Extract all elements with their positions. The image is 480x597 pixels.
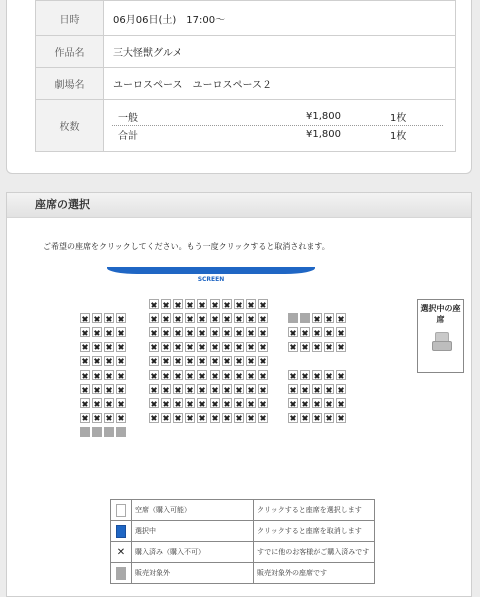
total-price: ¥1,800 (306, 129, 341, 140)
sold-seat (161, 342, 171, 352)
sold-seat (197, 384, 207, 394)
sold-seat (92, 413, 102, 423)
sold-seat (116, 413, 126, 423)
sold-seat (80, 413, 90, 423)
unavailable-seat (288, 313, 298, 323)
sold-seat (312, 384, 322, 394)
seat-section-header: 座席の選択 (7, 193, 471, 218)
sold-seat (300, 398, 310, 408)
sold-seat (185, 299, 195, 309)
sold-seat (197, 327, 207, 337)
sold-seat (336, 327, 346, 337)
sold-seat (161, 327, 171, 337)
sold-seat (336, 384, 346, 394)
total-qty: 1枚 (390, 131, 407, 142)
sold-seat (197, 342, 207, 352)
count-cell (104, 100, 456, 152)
sold-seat (222, 342, 232, 352)
sold-seat (234, 413, 244, 423)
sold-seat (222, 313, 232, 323)
sold-seat (246, 342, 256, 352)
legend-desc: 販売対象外の座席です (254, 563, 375, 584)
sold-seat (173, 299, 183, 309)
sold-seat (210, 327, 220, 337)
sold-seat (116, 384, 126, 394)
sold-seat (300, 327, 310, 337)
sold-seat (246, 327, 256, 337)
sold-seat (104, 356, 114, 366)
sold-seat (258, 356, 268, 366)
sold-seat (312, 413, 322, 423)
sold-seat (173, 356, 183, 366)
sold-seat (258, 313, 268, 323)
sold-seat (161, 356, 171, 366)
sold-seat (149, 299, 159, 309)
unavailable-seat-swatch (111, 563, 132, 584)
sold-seat (161, 299, 171, 309)
sold-seat (312, 342, 322, 352)
sold-seat (246, 384, 256, 394)
sold-seat (173, 398, 183, 408)
sold-seat (312, 313, 322, 323)
legend-desc: クリックすると座席を選択します (254, 500, 375, 521)
sold-seat (324, 384, 334, 394)
sold-seat (185, 342, 195, 352)
sold-seat (288, 342, 298, 352)
legend-row-na (111, 563, 375, 584)
sold-seat (336, 370, 346, 380)
sold-seat (288, 370, 298, 380)
unavailable-seat (80, 427, 90, 437)
sold-seat (258, 342, 268, 352)
sold-seat (258, 413, 268, 423)
sold-seat (116, 327, 126, 337)
sold-seat (197, 370, 207, 380)
sold-seat (246, 356, 256, 366)
sold-seat (222, 299, 232, 309)
sold-seat (161, 384, 171, 394)
total-line (104, 126, 455, 143)
sold-seat (210, 356, 220, 366)
legend-name: 選択中 (132, 521, 254, 542)
sold-seat (80, 327, 90, 337)
sold-seat (246, 299, 256, 309)
sold-seat (104, 384, 114, 394)
sold-seat (149, 398, 159, 408)
sold-seat (300, 342, 310, 352)
sold-seat (234, 370, 244, 380)
sold-seat (104, 313, 114, 323)
sold-seat (234, 299, 244, 309)
sold-seat (104, 327, 114, 337)
sold-seat (324, 370, 334, 380)
sold-seat (324, 342, 334, 352)
sold-seat (234, 398, 244, 408)
sold-seat (116, 370, 126, 380)
sold-seat (173, 313, 183, 323)
ticket-qty: 1枚 (390, 113, 407, 124)
sold-seat (197, 398, 207, 408)
sold-seat (258, 370, 268, 380)
unavailable-seat (116, 427, 126, 437)
ticket-line (104, 108, 455, 125)
sold-seat (246, 413, 256, 423)
sold-seat (104, 398, 114, 408)
sold-seat (104, 342, 114, 352)
sold-seat (80, 398, 90, 408)
sold-seat (222, 384, 232, 394)
seat-selection-panel (6, 192, 472, 597)
sold-seat (149, 413, 159, 423)
sold-seat (185, 370, 195, 380)
sold-seat (149, 313, 159, 323)
unavailable-seat (92, 427, 102, 437)
sold-seat (210, 384, 220, 394)
sold-seat (185, 327, 195, 337)
unavailable-seat (104, 427, 114, 437)
sold-seat (116, 342, 126, 352)
sold-seat (336, 413, 346, 423)
sold-seat (185, 413, 195, 423)
legend-row-sold (111, 542, 375, 563)
sold-seat (210, 413, 220, 423)
sold-seat (288, 398, 298, 408)
sold-seat (300, 370, 310, 380)
legend-desc: クリックすると座席を取消します (254, 521, 375, 542)
seat-legend (110, 499, 375, 584)
legend-name: 販売対象外 (132, 563, 254, 584)
venue-label: 劇場名 (36, 68, 104, 100)
sold-seat (288, 384, 298, 394)
selected-seats-title: 選択中の座席 (420, 304, 461, 324)
sold-seat (336, 342, 346, 352)
legend-row-selected (111, 521, 375, 542)
count-label: 枚数 (36, 100, 104, 152)
sold-seat (149, 384, 159, 394)
sold-seat-icon: ✕ (111, 542, 132, 563)
sold-seat (80, 370, 90, 380)
sold-seat (312, 398, 322, 408)
sold-seat (161, 370, 171, 380)
sold-seat (234, 384, 244, 394)
sold-seat (173, 384, 183, 394)
sold-seat (185, 313, 195, 323)
title-value: 三大怪獣グルメ (104, 36, 456, 68)
sold-seat (234, 356, 244, 366)
screen-label: SCREEN (197, 276, 225, 283)
sold-seat (324, 398, 334, 408)
sold-seat (222, 413, 232, 423)
order-info-table (35, 0, 456, 152)
sold-seat (92, 313, 102, 323)
sold-seat (312, 327, 322, 337)
sold-seat (92, 342, 102, 352)
selected-seats-box (417, 299, 464, 373)
sold-seat (222, 398, 232, 408)
sold-seat (222, 370, 232, 380)
sold-seat (258, 384, 268, 394)
sold-seat (234, 313, 244, 323)
sold-seat (92, 398, 102, 408)
sold-seat (80, 313, 90, 323)
sold-seat (300, 413, 310, 423)
sold-seat (104, 413, 114, 423)
sold-seat (149, 342, 159, 352)
sold-seat (185, 384, 195, 394)
sold-seat (80, 342, 90, 352)
sold-seat (210, 299, 220, 309)
total-name: 合計 (118, 131, 138, 142)
sold-seat (258, 327, 268, 337)
sold-seat (161, 398, 171, 408)
sold-seat (173, 342, 183, 352)
date-label: 日時 (36, 1, 104, 36)
legend-desc: すでに他のお客様がご購入済みです (254, 542, 375, 563)
sold-seat (149, 327, 159, 337)
sold-seat (222, 327, 232, 337)
sold-seat (210, 342, 220, 352)
sold-seat (173, 413, 183, 423)
sold-seat (288, 327, 298, 337)
legend-name: 購入済み（購入不可） (132, 542, 254, 563)
sold-seat (92, 327, 102, 337)
sold-seat (116, 313, 126, 323)
sold-seat (161, 313, 171, 323)
sold-seat (324, 327, 334, 337)
sold-seat (173, 327, 183, 337)
sold-seat (288, 413, 298, 423)
sold-seat (324, 313, 334, 323)
sold-seat (197, 313, 207, 323)
order-summary-panel (6, 0, 472, 174)
sold-seat (258, 398, 268, 408)
sold-seat (92, 370, 102, 380)
sold-seat (104, 370, 114, 380)
sold-seat (336, 398, 346, 408)
sold-seat (173, 370, 183, 380)
sold-seat (80, 356, 90, 366)
sold-seat (149, 370, 159, 380)
sold-seat (300, 384, 310, 394)
sold-seat (197, 299, 207, 309)
sold-seat (92, 356, 102, 366)
sold-seat (246, 370, 256, 380)
unavailable-seat (300, 313, 310, 323)
sold-seat (210, 313, 220, 323)
sold-seat (116, 356, 126, 366)
ticket-name: 一般 (118, 113, 138, 124)
sold-seat (312, 370, 322, 380)
sold-seat (185, 398, 195, 408)
sold-seat (210, 398, 220, 408)
sold-seat (149, 356, 159, 366)
sold-seat (324, 413, 334, 423)
legend-name: 空席（購入可能） (132, 500, 254, 521)
sold-seat (197, 356, 207, 366)
sold-seat (336, 313, 346, 323)
seat-instruction: ご希望の座席をクリックしてください。もう一度クリックすると取消されます。 (43, 242, 330, 251)
sold-seat (234, 342, 244, 352)
sold-seat (246, 398, 256, 408)
screen-bar (107, 267, 315, 274)
chair-icon (431, 332, 451, 350)
selected-seat-swatch (111, 521, 132, 542)
sold-seat (258, 299, 268, 309)
sold-seat (80, 384, 90, 394)
sold-seat (116, 398, 126, 408)
title-label: 作品名 (36, 36, 104, 68)
sold-seat (197, 413, 207, 423)
sold-seat (161, 413, 171, 423)
sold-seat (234, 327, 244, 337)
sold-seat (246, 313, 256, 323)
ticket-price: ¥1,800 (306, 111, 341, 122)
sold-seat (92, 384, 102, 394)
venue-value: ユーロスペース ユーロスペース２ (104, 68, 456, 100)
empty-seat-swatch (111, 500, 132, 521)
sold-seat (222, 356, 232, 366)
legend-row-empty (111, 500, 375, 521)
date-value: 06月06日(土) 17:00～ (104, 1, 456, 36)
sold-seat (210, 370, 220, 380)
sold-seat (185, 356, 195, 366)
